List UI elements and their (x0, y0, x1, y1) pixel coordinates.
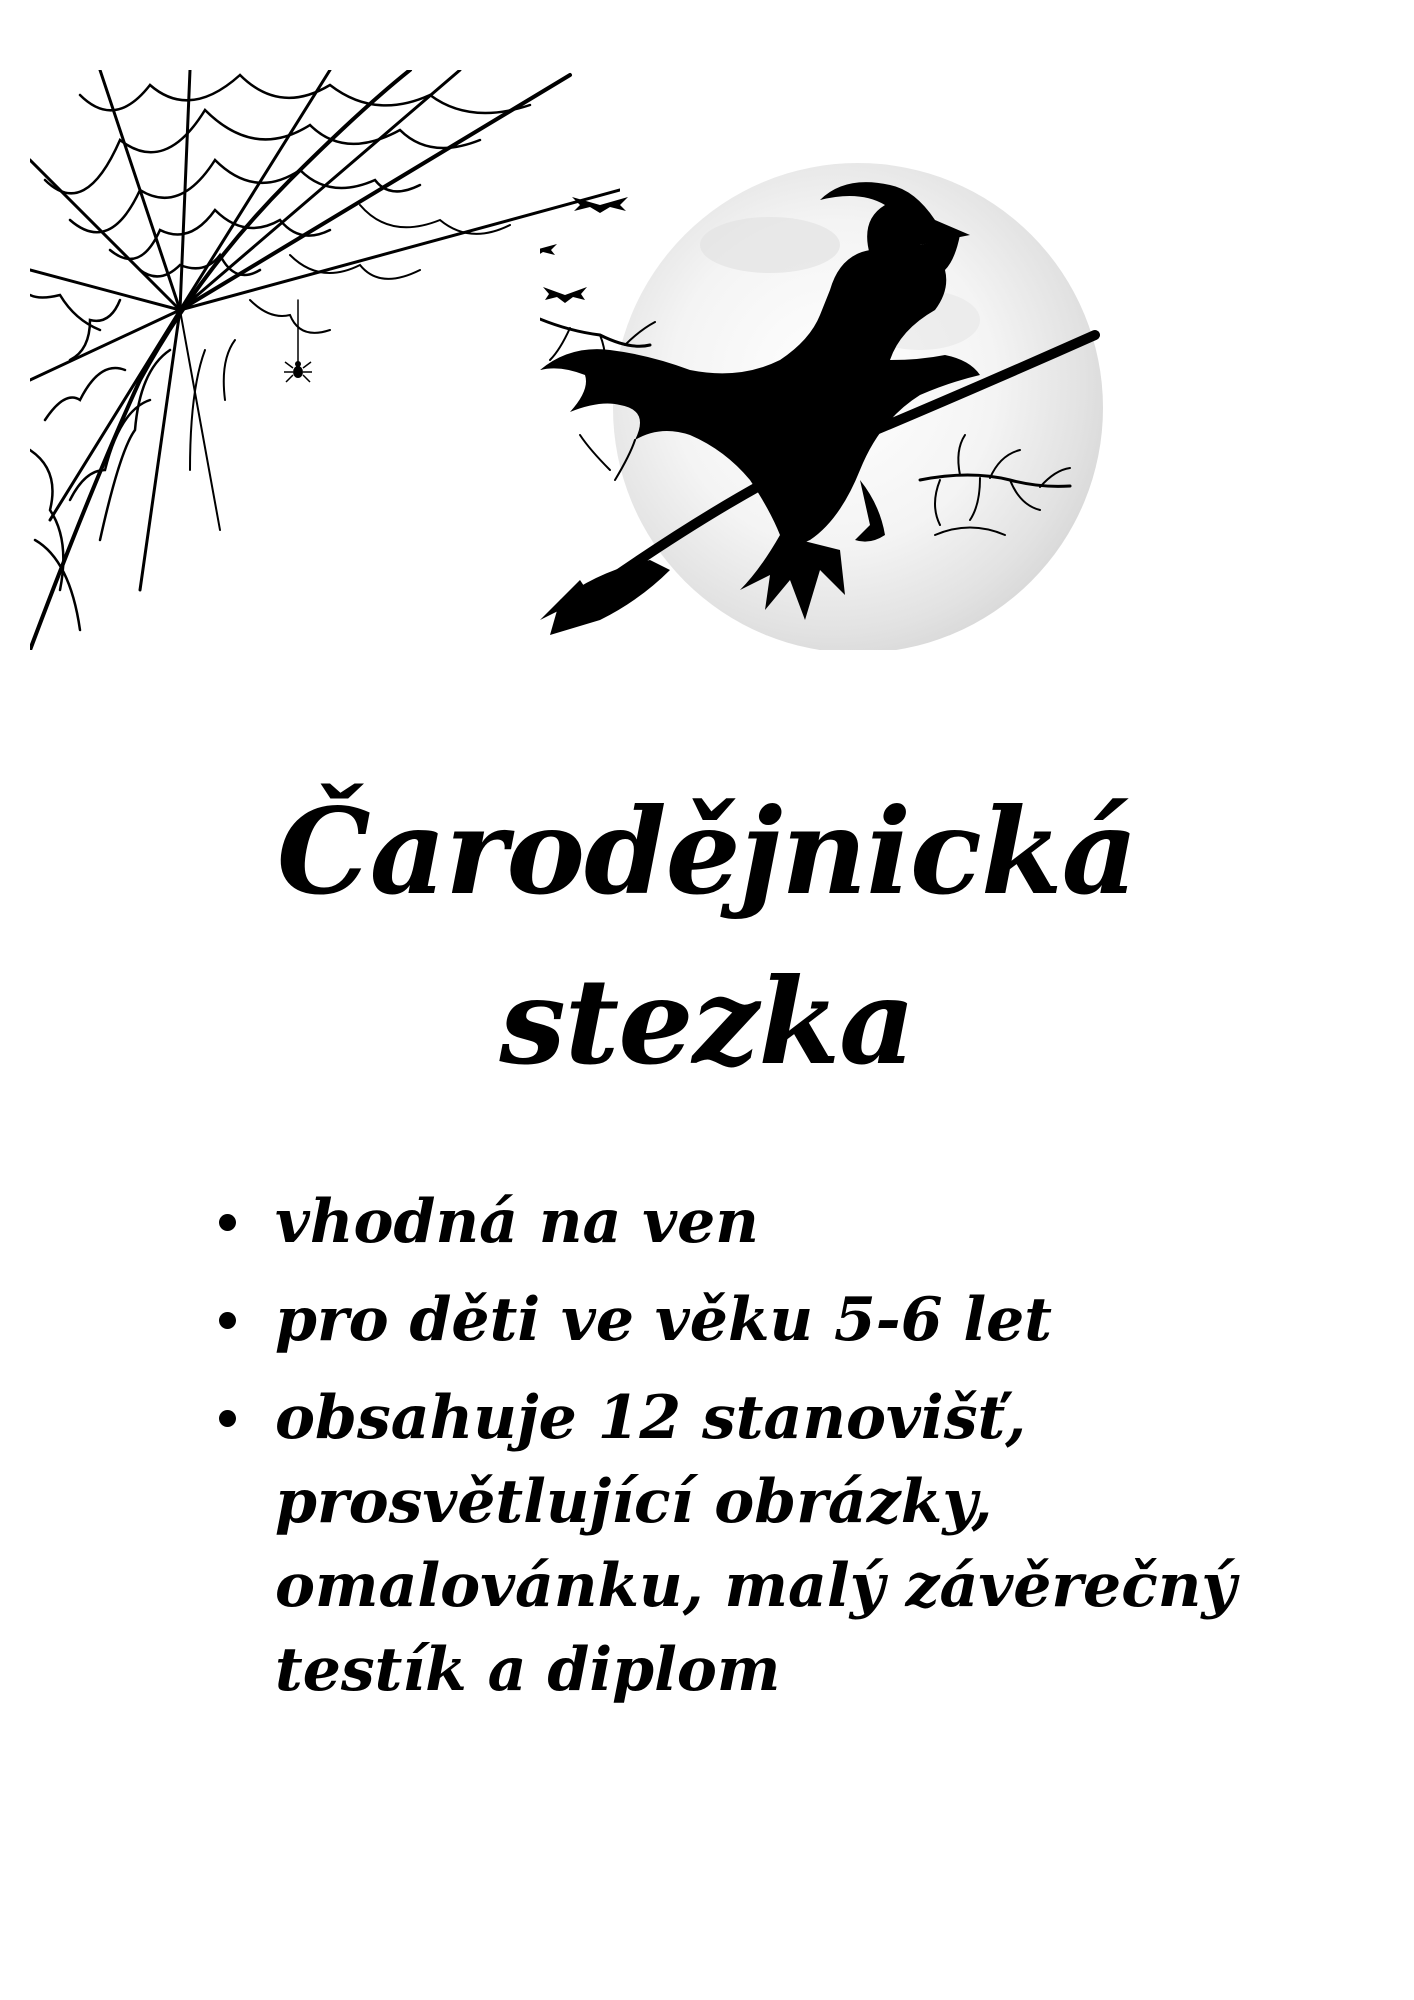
title-line-2: stezka (499, 952, 915, 1092)
bullet-icon (219, 1312, 236, 1329)
spider-web-icon (30, 70, 620, 650)
list-item (205, 1180, 1285, 1264)
list-item (205, 1278, 1285, 1362)
list-item (205, 1376, 1285, 1712)
title-line-1: Čarodějnická (276, 782, 1138, 922)
feature-text: vhodná na ven (275, 1187, 759, 1257)
bat-icon (540, 197, 628, 303)
witch-on-broom-icon (540, 150, 1140, 650)
bullet-icon (219, 1214, 236, 1231)
spider-icon (284, 361, 312, 382)
feature-text: pro děti ve věku 5-6 let (275, 1285, 1053, 1355)
feature-text: obsahuje 12 stanovišť, prosvětlující obrázky, omalovánku, malý závěrečný testík a diplom (275, 1383, 1237, 1705)
page-title (0, 767, 1414, 1107)
feature-list (205, 1180, 1285, 1726)
bullet-icon (219, 1410, 236, 1427)
